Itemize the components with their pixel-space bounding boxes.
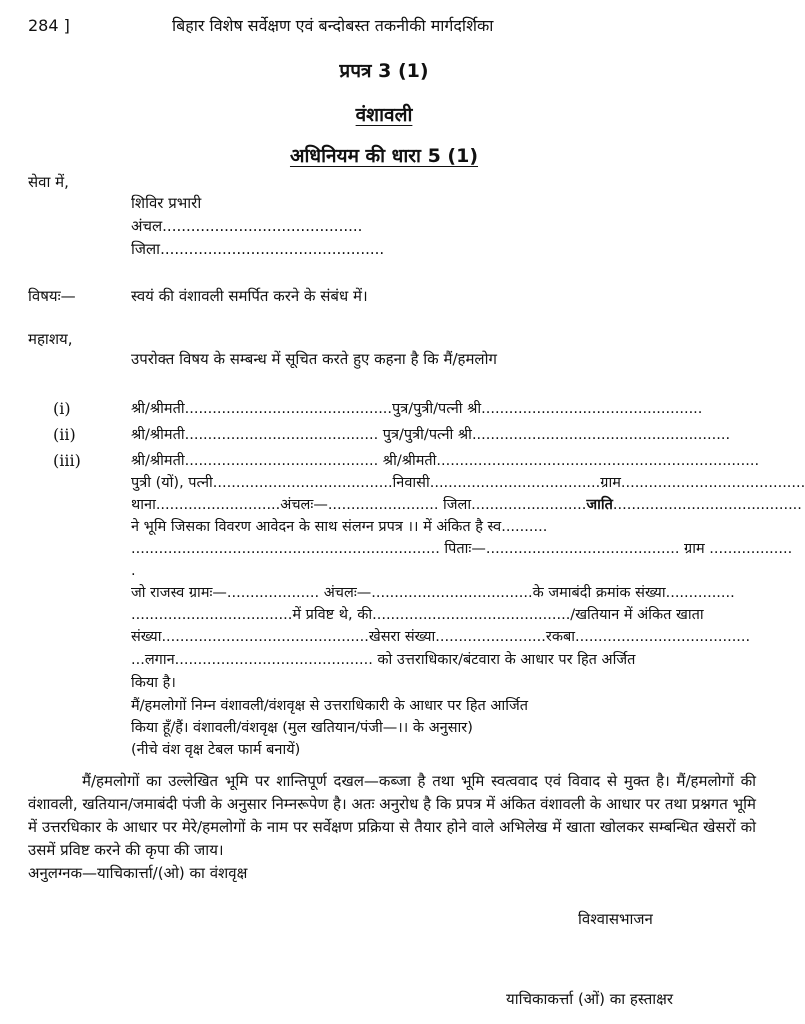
detail-line: (नीचे वंश वृक्ष टेबल फार्म बनायें) xyxy=(131,742,301,758)
page-number: 284 ] xyxy=(28,16,70,35)
entry-line: श्री/श्रीमती.......................................... श्री/श्रीमती...................................................................... xyxy=(131,453,760,469)
detail-line: किया है। xyxy=(131,675,176,691)
detail-line: संख्या.............................................खेसरा संख्या........................रकबा...................................... xyxy=(131,629,751,645)
form-number-title: प्रपत्र 3 (1) xyxy=(339,60,429,82)
detail-line: ...लगान........................................... को उत्तराधिकार/बंटवारा के आधार पर हित अर्जित xyxy=(131,652,636,668)
entry-number: (ii) xyxy=(53,425,76,444)
detail-line: . xyxy=(131,563,136,579)
body-paragraph xyxy=(28,770,756,885)
detail-line-police-station xyxy=(131,496,802,514)
entry-number: (iii) xyxy=(53,451,81,470)
caste-dots: ......................................... xyxy=(612,497,802,513)
subject-label: विषयः— xyxy=(28,287,76,305)
act-section-title: अधिनियम की धारा 5 (1) xyxy=(289,145,479,167)
detail-line: ने भूमि जिसका विवरण आवेदन के साथ संलग्न प्रपत्र ।। में अंकित है स्व.......... xyxy=(131,519,548,535)
detail-line: ...................................में प्रविष्ट थे, की.........................................../खतियान में अंकित खाता xyxy=(131,607,704,623)
enclosure-line: अनुलग्नक—याचिकार्त्ता/(ओ) का वंशवृक्ष xyxy=(28,864,248,882)
detail-line: मैं/हमलोगों निम्न वंशावली/वंशवृक्ष से उत्तराधिकारी के आधार पर हित आर्जित xyxy=(131,698,528,714)
running-title: बिहार विशेष सर्वेक्षण एवं बन्दोबस्त तकनीकी मार्गदर्शिका xyxy=(172,16,494,35)
caste-label: जाति xyxy=(586,497,613,513)
detail-line: किया हूँ/हैं। वंशावली/वंशवृक्ष (मुल खतियान/पंजी—।। के अनुसार) xyxy=(131,720,473,736)
form-name-title: वंशावली xyxy=(355,104,413,126)
address-to: सेवा में, xyxy=(28,173,69,191)
detail-line: ................................................................... पिताः—.......................................... ग्राम .................. xyxy=(131,541,793,557)
entry-line: श्री/श्रीमती.............................................पुत्र/पुत्री/पत्नी श्री................................................ xyxy=(131,401,703,417)
body-paragraph-text: मैं/हमलोगों का उल्लेखित भूमि पर शान्तिपूर्ण दखल—कब्जा है तथा भूमि स्वत्ववाद एवं विवाद से मुक्त है। मैं/हमलोगों की वंशावली, खतियान/जमाबंदी पंजी के अनुसार निम्नरूपेण है। अतः अनुरोध है कि प्रपत्र में अंकित वंशावली के आधार पर तथा प्रश्नगत भूमि में उत्तरधिकार के आधार पर मेरे/हमलोगों के नाम पर सर्वेक्षण प्रक्रिया से तैयार होने वाले अभिलेख में खाता खोलकर सम्बन्धित खेसरों को उसमें प्रविष्ट करने की कृपा की जाय। xyxy=(28,772,756,859)
detail-line-text: थाना...........................अंचलः—........................ जिला......................... xyxy=(131,497,587,513)
entry-number: (i) xyxy=(53,399,71,418)
entry-line: श्री/श्रीमती.......................................... पुत्र/पुत्री/पत्नी श्री........................................................ xyxy=(131,427,731,443)
petitioner-signature: याचिकाकर्त्ता (ओं) का हस्ताक्षर xyxy=(506,990,674,1008)
subject-text: स्वयं की वंशावली समर्पित करने के संबंध में। xyxy=(131,287,368,305)
address-circle: अंचल.......................................... xyxy=(131,217,363,235)
yours-faithfully: विश्वासभाजन xyxy=(578,910,653,928)
salutation: महाशय, xyxy=(28,330,73,348)
detail-line: जो राजस्व ग्रामः—.................... अंचलः—...................................के जमाबंदी क्रमांक संख्या............... xyxy=(131,585,735,601)
address-district: जिला............................................... xyxy=(131,240,385,258)
detail-line: पुत्री (यों), पत्नी.......................................निवासी.....................................ग्राम........................................ xyxy=(131,475,805,491)
intro-line: उपरोक्त विषय के सम्बन्ध में सूचित करते हुए कहना है कि मैं/हमलोग xyxy=(131,350,497,368)
address-officer: शिविर प्रभारी xyxy=(131,194,202,212)
